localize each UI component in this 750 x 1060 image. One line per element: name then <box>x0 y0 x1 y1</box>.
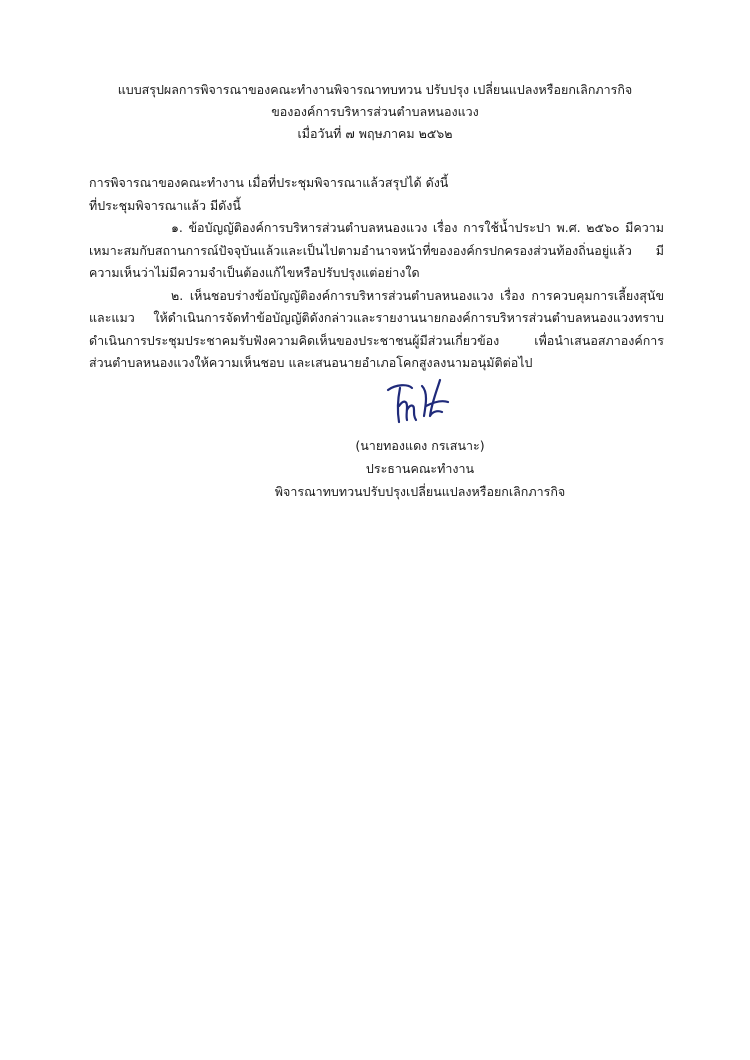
item-1-line: ความเห็นว่าไม่มีความจำเป็นต้องแก้ไขหรือปรับปรุงแต่อย่างใด <box>89 265 420 280</box>
item-2-line: และแมว ให้ดำเนินการจัดทำข้อบัญญัติดังกล่าวและรายงานนายกองค์การบริหารส่วนตำบลหนองแวงทราบ <box>89 310 664 325</box>
intro-line: ที่ประชุมพิจารณาแล้ว มีดังนี้ <box>89 197 241 213</box>
item-2-line: ดำเนินการประชุมประชาคมรับฟังความคิดเห็นของประชาชนผู้มีส่วนเกี่ยวข้อง เพื่อนำเสนอสภาองค์การ <box>89 332 664 348</box>
signatory-position: ประธานคณะทำงาน <box>365 461 475 476</box>
handwritten-signature <box>382 376 454 434</box>
item-2-line: ส่วนตำบลหนองแวงให้ความเห็นชอบ และเสนอนายอำเภอโคกสูงลงนามอนุมัติต่อไป <box>89 355 533 370</box>
title-organization: ขององค์การบริหารส่วนตำบลหนองแวง <box>271 104 479 119</box>
signatory-committee: พิจารณาทบทวนปรับปรุงเปลี่ยนแปลงหรือยกเลิกภารกิจ <box>274 484 566 499</box>
title-line: แบบสรุปผลการพิจารณาของคณะทำงานพิจารณาทบทวน ปรับปรุง เปลี่ยนแปลงหรือยกเลิกภารกิจ <box>117 82 633 97</box>
document-body <box>89 172 664 375</box>
intro-line: การพิจารณาของคณะทำงาน เมื่อที่ประชุมพิจารณาแล้วสรุปได้ ดังนี้ <box>89 175 449 190</box>
signatory-name: (นายทองแดง กรเสนาะ) <box>355 438 485 453</box>
document-title <box>60 79 690 145</box>
title-date: เมื่อวันที่ ๗ พฤษภาคม ๒๕๖๒ <box>297 126 453 141</box>
signature-block <box>270 376 570 503</box>
item-1-line: เหมาะสมกับสถานการณ์ปัจจุบันแล้วและเป็นไปตามอำนาจหน้าที่ขององค์กรปกครองส่วนท้องถิ่นอยู่แล้ว มี <box>89 242 664 258</box>
item-2-line: ๒. เห็นชอบร่างข้อบัญญัติองค์การบริหารส่วนตำบลหนองแวง เรื่อง การควบคุมการเลี้ยงสุนัข <box>171 287 664 303</box>
item-1-line: ๑. ข้อบัญญัติองค์การบริหารส่วนตำบลหนองแวง เรื่อง การใช้น้ำประปา พ.ศ. ๒๕๖๐ มีความ <box>171 220 664 235</box>
